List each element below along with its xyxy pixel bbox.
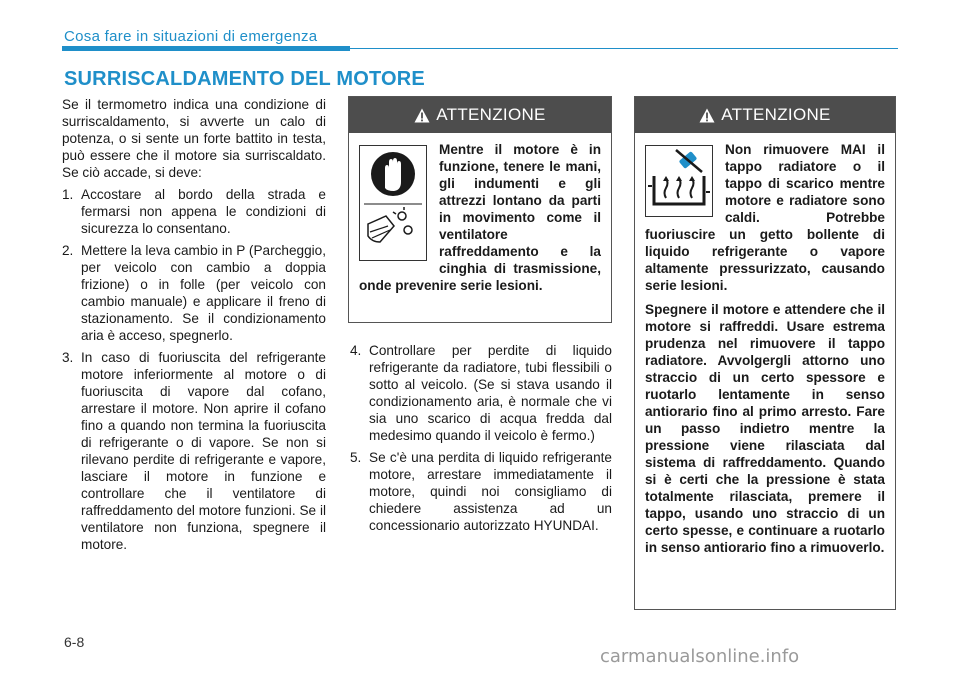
section-title: SURRISCALDAMENTO DEL MOTORE: [64, 68, 425, 90]
step-number: 5.: [350, 450, 362, 465]
step-text: Mettere la leva cambio in P (Parcheggio, per veicolo con cambio a doppia frizione) o in folle (per veicolo con cambio manuale) e applicare il freno di stazionamento. Se il condizionamento aria è acceso, spegnerlo.: [81, 243, 326, 343]
step-number: 1.: [62, 187, 74, 202]
header-rule-thick: [62, 46, 350, 51]
warning-triangle-icon: [699, 108, 715, 123]
warning-label: ATTENZIONE: [436, 105, 546, 124]
warning2-paragraph-1: Non rimuovere MAI il tappo radiatore o il tappo di scarico mentre motore e radiatore sono caldi. Potrebbe fuoriuscire un getto bollente di liquido refrigerante o vapore altamente pressurizzato, causando serie lesioni.: [645, 142, 885, 293]
watermark: carmanualsonline.info: [600, 646, 800, 667]
warning-header: [635, 97, 895, 133]
step-text: Accostare al bordo della strada e fermarsi non appena le condizioni di sicurezza lo consentano.: [81, 187, 326, 236]
step-text: Se c'è una perdita di liquido refrigerante motore, arrestare immediatamente il motore, quindi noi consigliamo di chiedere assistenza ad un concessionario autorizzato HYUNDAI.: [369, 450, 612, 533]
step-text: Controllare per perdite di liquido refrigerante da radiatore, tubi flessibili o sotto al veicolo. (Se si stava usando il condizionamento aria, è normale che vi sia uno scarico di acqua fredda dal medesimo quando il veicolo è fermo.): [369, 343, 612, 443]
chapter-title: Cosa fare in situazioni di emergenza: [64, 28, 318, 45]
step-text: In caso di fuoriuscita del refrigerante motore inferiormente al motore o di fuoriuscita di vapore dal cofano, arrestare il motore. Non aprire il cofano fino a quando non termina la fuoriuscita di refrigerante o di vapore. Se non si rilevano perdite di refrigerante e vapore, lasciare il motore in funzione e controllare che il ventilatore di raffreddamento del motore funzioni. Se il ventilatore non funziona, spegnere il motore.: [81, 350, 326, 552]
hand-stop-fan-belt-icon: [359, 145, 427, 261]
step-item: [62, 349, 326, 553]
warning2-paragraph-2: Spegnere il motore e attendere che il motore si raffreddi. Usare estrema prudenza nel rimuovere il tappo radiatore. Avvolgergli attorno uno straccio di un certo spessore e ruotarlo lentamente in senso antiorario fino al primo arresto. Fare un passo indietro mentre la pressione viene rilasciata dal sistema di raffreddamento. Quando si è certi che la pressione è stata totalmente rilasciata, premere il tappo, usando uno straccio di un certo spesse, e continuare a ruotarlo in senso antiorario fino a rimuoverlo.: [645, 302, 885, 555]
intro-paragraph: Se il termometro indica una condizione di surriscaldamento, si avverte un calo di potenza, o si sente un forte battito in testa, può essere che il motore sia surriscaldato. Se ciò accade, si deve:: [62, 97, 326, 180]
warning1-text: Mentre il motore è in funzione, tenere le mani, gli indumenti e gli attrezzi lontano da parti in movimento come il ventilatore raffreddamento e la cinghia di trasmissione, onde prevenire serie lesioni.: [359, 142, 601, 293]
step-number: 4.: [350, 343, 362, 358]
middle-column: [350, 342, 612, 539]
warning-header: [349, 97, 611, 133]
step-item: [62, 242, 326, 344]
page-number: 6-8: [64, 634, 85, 650]
left-column: [62, 96, 326, 558]
warning-triangle-icon: [414, 108, 430, 123]
step-item: [62, 186, 326, 237]
step-item: [350, 342, 612, 444]
hot-radiator-no-touch-icon: [645, 145, 713, 217]
warning-box-radiator-cap: [634, 96, 896, 610]
warning-label: ATTENZIONE: [721, 105, 831, 124]
header-rule-thin: [350, 48, 898, 49]
step-number: 3.: [62, 350, 74, 365]
step-item: [350, 449, 612, 534]
step-number: 2.: [62, 243, 74, 258]
warning-box-moving-parts: [348, 96, 612, 323]
